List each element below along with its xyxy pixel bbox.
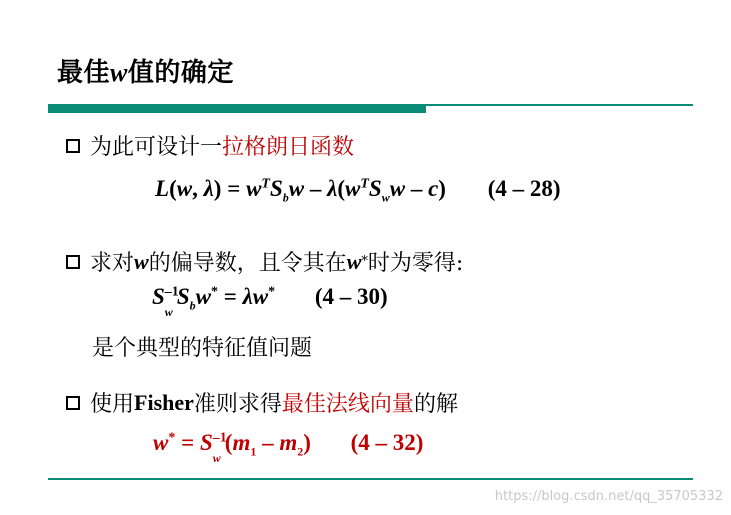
bullet-lagrange: 为此可设计一 拉格朗日函数 [66,130,354,161]
bullet-fisher: 使用 Fisher 准则求得 最佳法线向量 的解 [66,387,458,418]
equation-4-30: $S^{-1}_wS_bw^* = \lambda w^*$ (4 – 30) [152,284,388,319]
equation-4-28: L(w, $\lambda) = w^TS_bw - \lambda(w^TS_ww - c)$ (4 – 28) [155,176,561,205]
square-bullet-icon [66,255,80,269]
square-bullet-icon [66,396,80,410]
slide-title: 最佳w值的确定 [57,58,234,88]
equation-label: (4 – 30) [314,284,388,309]
watermark: https://blog.csdn.net/qq_35705332 [494,489,723,504]
eigenvalue-note: 是个典型的特征值问题 [92,336,313,361]
bullet-derivative: 求对 w 的偏导数，且令其在 w * 时为零得: [66,246,463,277]
footer-divider [48,478,693,480]
equation-label: (4 – 32) [350,430,424,455]
title-underline-thick [48,106,426,113]
square-bullet-icon [66,139,80,153]
equation-label: (4 – 28) [487,176,561,201]
equation-4-32: $w^* = S^{-1}_w(m_1 - m_2)$ (4 – 32) [153,430,424,465]
